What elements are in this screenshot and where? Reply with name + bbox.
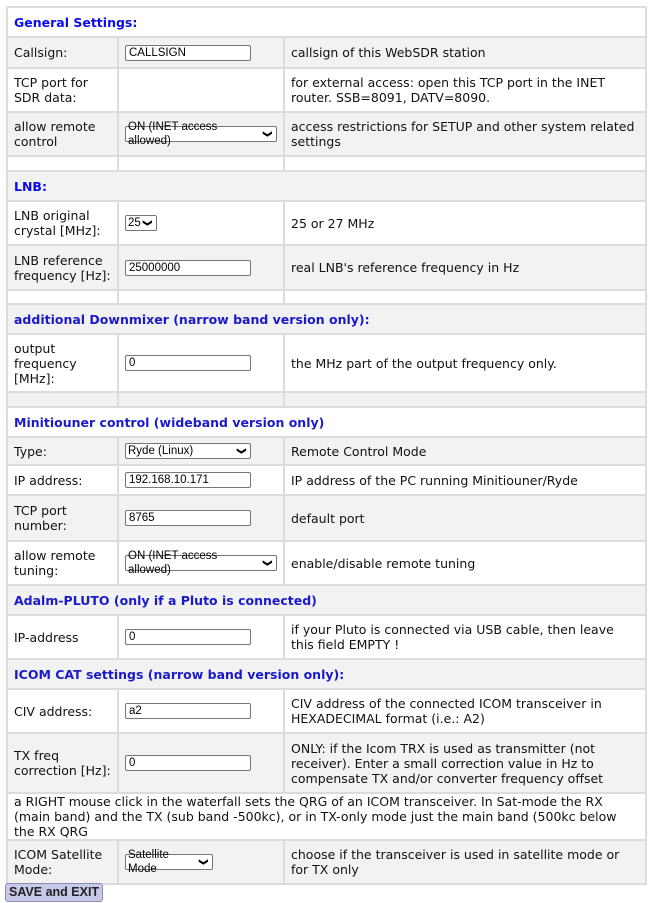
spacer-row	[7, 392, 646, 407]
selected-value: Ryde (Linux)	[128, 445, 194, 458]
ip-address-input[interactable]	[125, 472, 251, 488]
row-lnb-crystal	[7, 201, 646, 245]
satellite-mode-select[interactable]	[125, 849, 213, 876]
section-heading: LNB:	[7, 171, 646, 201]
label: ICOM Satellite Mode:	[7, 840, 118, 884]
allow-tuning-select[interactable]	[125, 550, 277, 577]
tcp-port-input[interactable]	[125, 510, 251, 526]
description: default port	[284, 495, 646, 541]
chevron-down-icon: ❯	[263, 559, 274, 568]
description: ONLY: if the Icom TRX is used as transmitter (not receiver). Enter a small correction value in Hz to compensate TX and/or converter frequency offset	[284, 733, 646, 793]
label: LNB original crystal [MHz]:	[7, 201, 118, 245]
label: TX freq correction [Hz]:	[7, 733, 118, 793]
save-and-exit-button[interactable]: SAVE and EXIT	[5, 883, 103, 902]
output-frequency-input[interactable]	[125, 355, 251, 371]
row-icom-note	[7, 793, 646, 840]
label: IP address:	[7, 465, 118, 495]
description: the MHz part of the output frequency only.	[284, 334, 646, 392]
label: LNB reference frequency [Hz]:	[7, 245, 118, 290]
civ-address-input[interactable]	[125, 703, 251, 719]
section-general	[7, 7, 646, 37]
chevron-down-icon: ❯	[143, 219, 154, 228]
description: if your Pluto is connected via USB cable, then leave this field EMPTY !	[284, 615, 646, 659]
tcp-port-cell	[118, 68, 284, 112]
chevron-down-icon: ❯	[237, 447, 248, 456]
label: TCP port for SDR data:	[7, 68, 118, 112]
label: Callsign:	[7, 37, 118, 68]
allow-remote-select[interactable]	[125, 121, 277, 148]
description: choose if the transceiver is used in satellite mode or for TX only	[284, 840, 646, 884]
section-heading: ICOM CAT settings (narrow band version only):	[7, 659, 646, 689]
description: CIV address of the connected ICOM transceiver in HEXADECIMAL format (i.e.: A2)	[284, 689, 646, 733]
label: Type:	[7, 437, 118, 465]
description: 25 or 27 MHz	[284, 201, 646, 245]
row-pluto-ip	[7, 615, 646, 659]
selected-value: ON (INET access allowed)	[128, 121, 218, 148]
section-minitiouner	[7, 407, 646, 437]
setup-table	[6, 6, 647, 885]
description: callsign of this WebSDR station	[284, 37, 646, 68]
section-lnb	[7, 171, 646, 201]
label: IP-address	[7, 615, 118, 659]
section-heading: General Settings:	[7, 7, 646, 37]
row-callsign	[7, 37, 646, 68]
pluto-ip-input[interactable]	[125, 629, 251, 645]
chevron-down-icon: ❯	[263, 130, 274, 139]
section-downmixer	[7, 304, 646, 334]
row-output-frequency	[7, 334, 646, 392]
row-lnb-reference	[7, 245, 646, 290]
spacer-row	[7, 156, 646, 171]
row-type	[7, 437, 646, 465]
section-icom	[7, 659, 646, 689]
selected-value: 25	[128, 217, 141, 230]
label: allow remote tuning:	[7, 541, 118, 585]
row-tcp-port	[7, 68, 646, 112]
lnb-reference-input[interactable]	[125, 260, 251, 276]
description: real LNB's reference frequency in Hz	[284, 245, 646, 290]
description: Remote Control Mode	[284, 437, 646, 465]
label: output frequency [MHz]:	[7, 334, 118, 392]
row-ip-address	[7, 465, 646, 495]
tx-correction-input[interactable]	[125, 755, 251, 771]
section-pluto	[7, 585, 646, 615]
row-satellite-mode	[7, 840, 646, 884]
chevron-down-icon: ❯	[199, 858, 210, 867]
type-select[interactable]	[125, 443, 251, 459]
section-heading: Minitiouner control (wideband version only)	[7, 407, 646, 437]
description: IP address of the PC running Minitiouner/Ryde	[284, 465, 646, 495]
label: CIV address:	[7, 689, 118, 733]
selected-value: Satellite Mode	[128, 849, 169, 876]
row-tx-correction	[7, 733, 646, 793]
label: allow remote control	[7, 112, 118, 156]
icom-note: a RIGHT mouse click in the waterfall sets the QRG of an ICOM transceiver. In Sat-mode the RX (main band) and the TX (sub band -500kc), or in TX-only mode just the main band (500kc below the RX QRG	[7, 793, 646, 840]
lnb-crystal-select[interactable]	[125, 215, 157, 231]
description: enable/disable remote tuning	[284, 541, 646, 585]
row-civ-address	[7, 689, 646, 733]
description: for external access: open this TCP port in the INET router. SSB=8091, DATV=8090.	[284, 68, 646, 112]
label: TCP port number:	[7, 495, 118, 541]
spacer-row	[7, 290, 646, 304]
row-allow-remote	[7, 112, 646, 156]
row-allow-tuning	[7, 541, 646, 585]
callsign-input[interactable]	[125, 45, 251, 61]
description: access restrictions for SETUP and other system related settings	[284, 112, 646, 156]
section-heading: Adalm-PLUTO (only if a Pluto is connected)	[7, 585, 646, 615]
selected-value: ON (INET access allowed)	[128, 550, 218, 577]
section-heading: additional Downmixer (narrow band version only):	[7, 304, 646, 334]
row-tcp-port-number	[7, 495, 646, 541]
